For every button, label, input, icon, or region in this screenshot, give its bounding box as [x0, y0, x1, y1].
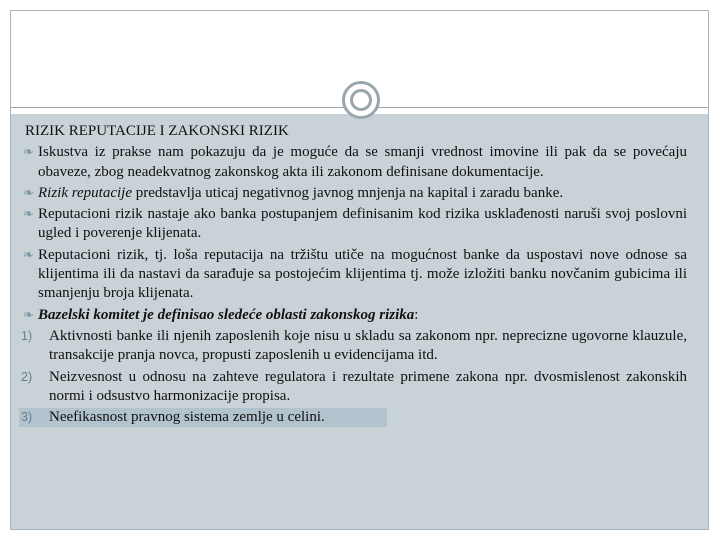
bullet-leaf-icon: ❧ [23, 247, 34, 263]
slide-title: RIZIK REPUTACIJE I ZAKONSKI RIZIK [25, 123, 289, 139]
slide [10, 10, 709, 530]
bullet-rest: predstavlja uticaj negativnog javnog mnjenja na kapital i zaradu banke. [132, 184, 564, 201]
bullet-text [37, 306, 687, 325]
numbered-item [21, 368, 687, 407]
bullet-text: Reputacioni rizik, tj. loša reputacija na tržištu utiče na mogućnost banke da uspostavi nove odnose sa klijentima ili da nastavi da sarađuje sa postojećim klijentima tj. može izložiti banku novčanim gubicima ili smanjenju broja klijenata. [38, 246, 687, 302]
bullet-item [25, 143, 687, 182]
bullet-text [37, 184, 687, 203]
bullet-term: Bazelski komitet je definisao sledeće oblasti zakonskog rizika [38, 306, 415, 323]
bullet-text: Reputacioni rizik nastaje ako banka postupanjem definisanim kod rizika usklađenosti naruši svoj poslovni ugled i poverenje klijenata. [38, 206, 687, 242]
numbered-text: Neizvesnost u odnosu na zahteve regulatora i rezultate primene zakona npr. dvosmislenost zakonskih normi i odsustvo harmonizacije propisa. [49, 368, 687, 404]
bullet-item [25, 205, 687, 244]
item-number: 3) [21, 410, 33, 425]
bullet-term: Rizik reputacije [38, 184, 132, 201]
bullet-text: Iskustva iz prakse nam pokazuju da je moguće da se smanji vrednost imovine ili pak da se povećaju obaveze, zbog neadekvatnog zakonskog akta ili zakonom definisane dokumentacije. [38, 144, 687, 180]
numbered-text: Neefikasnost pravnog sistema zemlje u celini. [49, 409, 325, 426]
bullet-item [25, 246, 687, 304]
bullet-leaf-icon: ❧ [23, 185, 34, 201]
bullet-rest: : [414, 306, 419, 323]
slide-content [21, 122, 687, 429]
bullet-leaf-icon: ❧ [23, 207, 34, 223]
bullet-leaf-icon: ❧ [23, 145, 34, 161]
numbered-item-highlighted [19, 408, 387, 427]
bullet-item [25, 306, 687, 325]
item-number: 1) [21, 328, 33, 343]
bullet-item [25, 184, 687, 203]
numbered-item [21, 327, 687, 366]
bullet-leaf-icon: ❧ [23, 307, 34, 323]
decorative-ring-icon [342, 81, 380, 119]
numbered-text: Aktivnosti banke ili njenih zaposlenih koje nisu u skladu sa zakonom npr. neprecizne ugovorne klauzule, transakcije pranja novca, propusti zaposlenih u evidencijama itd. [49, 327, 687, 364]
item-number: 2) [21, 369, 33, 384]
